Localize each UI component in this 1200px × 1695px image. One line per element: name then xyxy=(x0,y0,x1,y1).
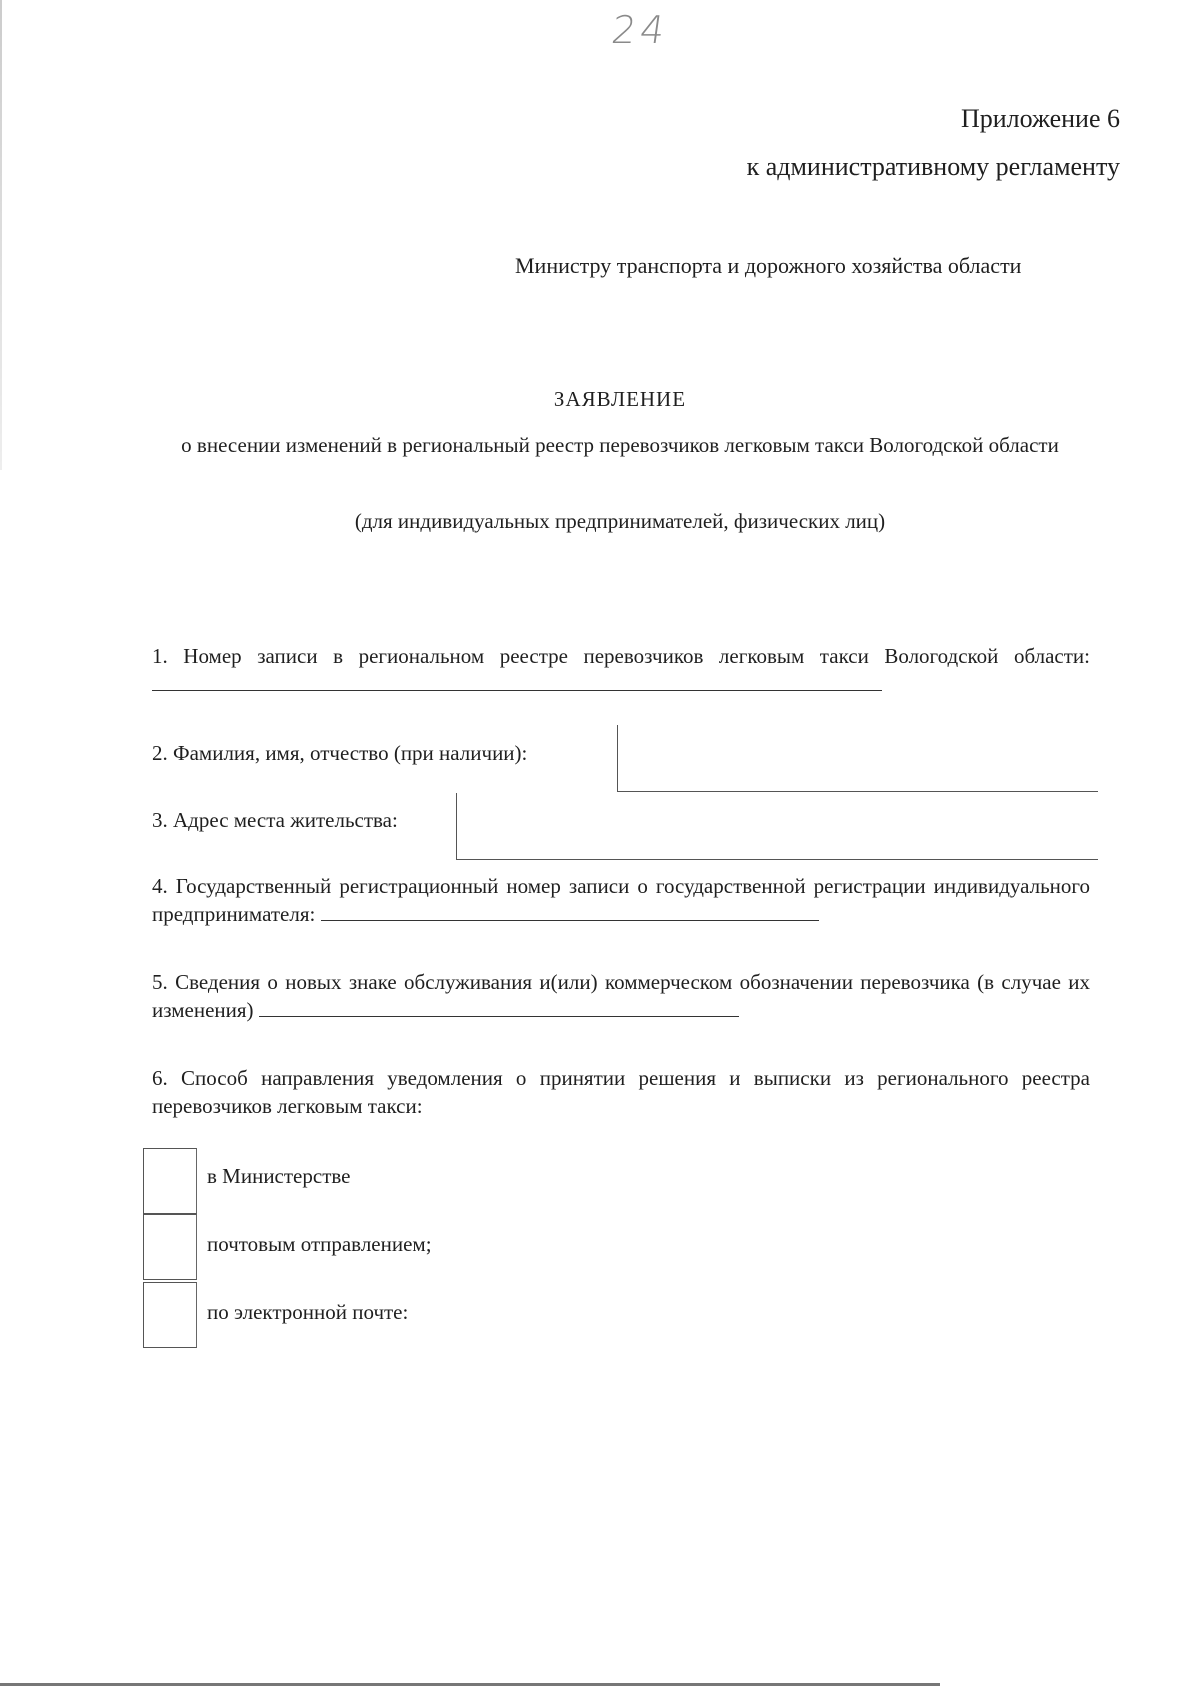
document-note: (для индивидуальных предпринимателей, физических лиц) xyxy=(354,509,886,533)
address-label: 3. Адрес места жительства: xyxy=(152,808,398,832)
field-state-reg-number xyxy=(152,872,1090,928)
document-title: ЗАЯВЛЕНИЕ xyxy=(553,387,687,411)
state-reg-number-label: 4. Государственный регистрационный номер записи о государственной регистрации индивидуального предпринимателя: xyxy=(152,874,1090,926)
state-reg-number-input[interactable] xyxy=(321,902,819,921)
service-mark-label: 5. Сведения о новых знаке обслуживания и(или) коммерческом обозначении перевозчика (в случае их изменения) xyxy=(152,970,1090,1022)
notification-method-label: 6. Способ направления уведомления о принятии решения и выписки из регионального реестра перевозчиков легковым такси: xyxy=(152,1066,1090,1118)
appendix-reference: к административному регламенту xyxy=(746,152,1120,181)
option-email-label: по электронной почте: xyxy=(207,1300,409,1324)
option-ministry-label: в Министерстве xyxy=(207,1164,351,1188)
handwritten-page-number: 24 xyxy=(608,8,672,52)
appendix-number: Приложение 6 xyxy=(960,104,1120,133)
full-name-input[interactable] xyxy=(617,725,1098,792)
option-email-checkbox[interactable] xyxy=(143,1282,197,1348)
full-name-label: 2. Фамилия, имя, отчество (при наличии): xyxy=(152,741,528,765)
service-mark-input[interactable] xyxy=(259,998,739,1017)
addressee: Министру транспорта и дорожного хозяйства области xyxy=(515,253,1022,278)
address-input[interactable] xyxy=(456,793,1098,860)
option-mail-label: почтовым отправлением; xyxy=(207,1232,432,1256)
document-subtitle: о внесении изменений в региональный реестр перевозчиков легковым такси Вологодской области xyxy=(181,433,1059,457)
record-number-input[interactable] xyxy=(152,672,882,691)
option-ministry-checkbox[interactable] xyxy=(143,1148,197,1214)
field-record-number xyxy=(152,642,1090,698)
scan-bottom-edge xyxy=(0,1683,940,1686)
option-mail-checkbox[interactable] xyxy=(143,1214,197,1280)
field-service-mark xyxy=(152,968,1090,1024)
record-number-label: 1. Номер записи в региональном реестре перевозчиков легковым такси Вологодской области: xyxy=(152,644,1090,668)
